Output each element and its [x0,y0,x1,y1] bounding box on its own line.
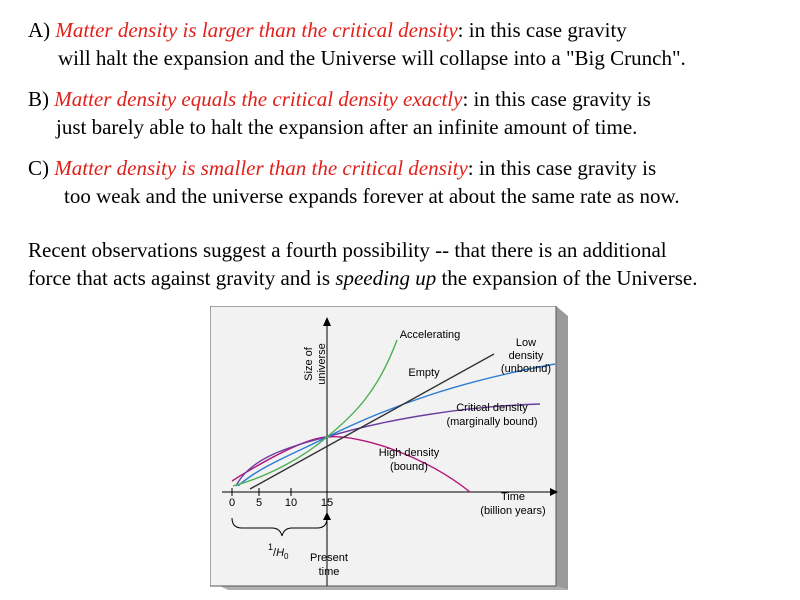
label-empty: Empty [408,367,440,379]
paragraph-d-emphasis: speeding up [335,266,437,290]
paragraph-d-line2-post: the expansion of the Universe. [436,266,698,290]
paragraph-c-prefix: C) [28,156,55,180]
label-low-2: density [508,350,544,362]
tick-label-15: 15 [320,497,334,509]
label-critical-1: Critical density [456,402,528,414]
paragraph-d-line1: Recent observations suggest a fourth possibility -- that there is an additional [28,238,667,262]
x-axis-label-units: (billion years) [480,505,546,517]
paragraph-d [28,236,697,292]
paragraph-a-emphasis: Matter density is larger than the critical density [55,18,458,42]
hubble-label: $^1/H_0$ [268,542,289,561]
paragraph-a-rest: : in this case gravity [457,18,627,42]
label-accelerating: Accelerating [399,329,461,341]
frame-side [556,306,568,590]
tick-label-10: 10 [284,497,298,509]
paragraph-b-prefix: B) [28,87,55,111]
paragraph-a-line2: will halt the expansion and the Universe will collapse into a "Big Crunch". [58,46,686,70]
paragraph-b-line2: just barely able to halt the expansion after an infinite amount of time. [56,115,638,139]
tick-label-5: 5 [255,497,263,509]
y-axis-label: Size ofuniverse [303,343,328,385]
tick-label-0: 0 [228,497,236,509]
label-high-2: (bound) [390,461,428,473]
x-axis-label-time: Time [500,491,526,503]
paragraph-b [28,85,651,141]
expansion-diagram-svg [210,306,574,590]
paragraph-c-rest: : in this case gravity is [467,156,657,180]
paragraph-b-emphasis: Matter density equals the critical density exactly [54,87,463,111]
paragraph-a-prefix: A) [28,18,56,42]
present-label-2: time [318,566,340,578]
label-low-1: Low [515,337,537,349]
paragraph-c-emphasis: Matter density is smaller than the critical density [54,156,468,180]
paragraph-d-line2-pre: force that acts against gravity and is [28,266,336,290]
frame-bottom [220,586,568,590]
expansion-diagram [210,306,574,590]
present-label-1: Present [310,552,348,564]
paragraph-a [28,16,686,72]
paragraph-b-rest: : in this case gravity is [462,87,651,111]
paragraph-c [28,154,680,210]
label-critical-2: (marginally bound) [446,416,538,428]
paragraph-c-line2: too weak and the universe expands forever at about the same rate as now. [64,184,680,208]
label-high-1: High density [378,447,440,459]
label-low-3: (unbound) [500,363,552,375]
y-axis-label-group [303,343,328,385]
